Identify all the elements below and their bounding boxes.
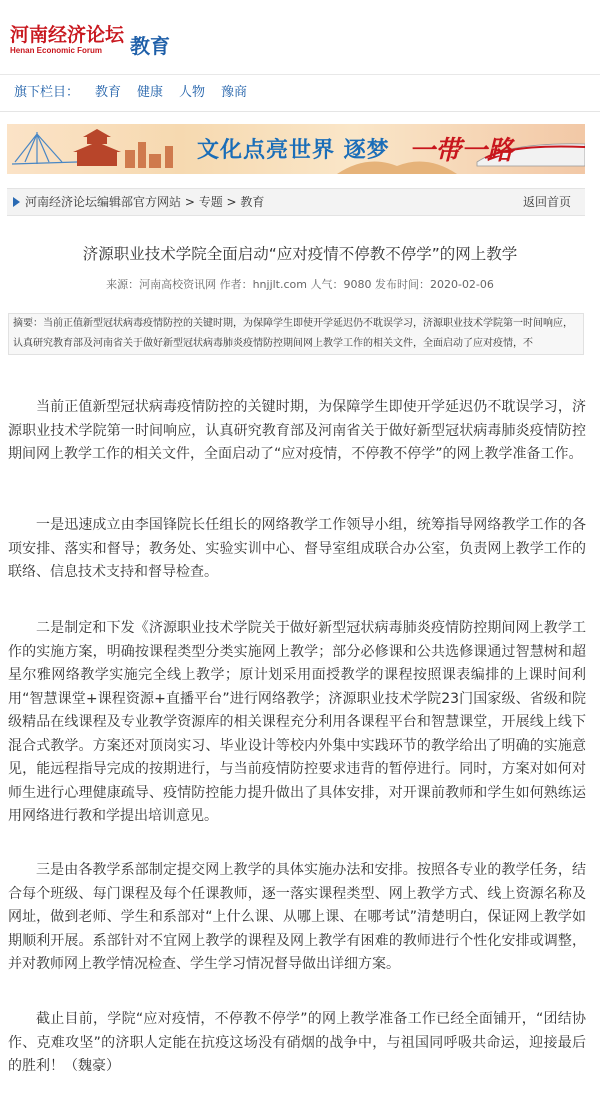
article-paragraph-3: 二是制定和下发《济源职业技术学院关于做好新型冠状病毒肺炎疫情防控期间网上教学工作的实施方案，明确按课程类型分类实施网上教学；部分必修课和公共选修课通过智慧树和超星尔雅网络教学实施完全线上教学；原计划采用面授教学的课程按照课表编排的上课时间利用“智慧课堂+课程资源+直播平台”进行网络教学；济源职业技术学院23门国家级、省级和院级精品在线课程及专业教学资源库的相关课程充分利用各课程平台和智慧课堂，开展线上线下混合式教学。方案还对顶岗实习、毕业设计等校内外集中实践环节的教学给出了明确的实施意见，能远程指导完成的按期进行，与当前疫情防控要求违背的暂停进行。同时，方案对如何对师生进行心理健康疏导、疫情防控能力提升做出了具体安排，对开课前教师和学生如何熟练运用网络进行教和学提出培训意见。 <box>8 620 586 824</box>
pagoda-illustration <box>73 129 121 166</box>
article-paragraph-1: 当前正值新型冠状病毒疫情防控的关键时期，为保障学生即使开学延迟仍不耽误学习，济源职业技术学院第一时间响应，认真研究教育部及河南省关于做好新型冠状病毒肺炎疫情防控期间网上教学工作的相关文件，全面启动了“应对疫情，不停教不停学”的网上教学准备工作。 <box>8 399 586 462</box>
site-logo[interactable] <box>10 24 125 56</box>
article-abstract: 摘要：当前正值新型冠状病毒疫情防控的关键时期，为保障学生即使开学延迟仍不耽误学习，济源职业技术学院第一时间响应，认真研究教育部及河南省关于做好新型冠状病毒肺炎疫情防控期间网上教学工作的相关文件，全面启动了应对疫情，不 <box>8 313 584 355</box>
article-paragraph-5: 截止目前，学院“应对疫情，不停教不停学”的网上教学准备工作已经全面铺开，“团结协作、克难攻坚”的济职人定能在抗疫这场没有硝烟的战争中，与祖国同呼吸共命运，迎接最后的胜利！（魏豪） <box>8 1011 586 1074</box>
logo-en: Henan Economic Forum <box>10 46 103 55</box>
banner-image[interactable] <box>7 124 585 174</box>
breadcrumb-trail <box>25 189 264 215</box>
arrow-icon <box>13 197 20 207</box>
banner-slogan: 文化点亮世界 逐梦 <box>197 138 390 163</box>
breadcrumb-separator: > <box>222 195 241 209</box>
city-skyline <box>125 142 173 168</box>
breadcrumb-home[interactable]: 河南经济论坛编辑部官方网站 <box>25 195 182 209</box>
subnav-item-health[interactable]: 健康 <box>137 85 164 100</box>
article-paragraph-2: 一是迅速成立由李国锋院长任组长的网络教学工作领导小组，统筹指导网络教学工作的各项安排、落实和督导；教务处、实验实训中心、督导室组成联合办公室，负责网上教学工作的联络、信息技术支持和督导检查。 <box>8 517 586 580</box>
article-meta: 来源：河南高校资讯网 作者：hnjjlt.com 人气：9080 发布时间：2020-02-06 <box>106 278 494 291</box>
breadcrumb <box>7 188 585 216</box>
banner-belt-road: 一带一路 <box>409 136 514 166</box>
breadcrumb-separator: > <box>181 195 199 209</box>
subnav-item-yushang[interactable]: 豫商 <box>221 85 248 100</box>
breadcrumb-education[interactable]: 教育 <box>240 195 265 209</box>
section-title[interactable]: 教育 <box>130 34 170 58</box>
subnav-label: 旗下栏目： <box>14 85 80 100</box>
breadcrumb-topics[interactable]: 专题 <box>198 195 223 209</box>
subnav-item-people[interactable]: 人物 <box>179 85 206 100</box>
site-header <box>0 0 600 75</box>
bridge-illustration <box>12 132 77 164</box>
subnav <box>0 75 600 112</box>
logo-cn: 河南经济论坛 <box>10 24 125 46</box>
article-title: 济源职业技术学院全面启动“应对疫情不停教不停学”的网上教学 <box>82 245 518 263</box>
subnav-item-education[interactable]: 教育 <box>95 85 122 100</box>
article-paragraph-4: 三是由各教学系部制定提交网上教学的具体实施办法和安排。按照各专业的教学任务，结合每个班级、每门课程及每个任课教师，逐一落实课程类型、网上教学方式、线上资源名称及网址，做到老师、学生和系部对“上什么课、从哪上课、在哪考试”清楚明白，保证网上教学如期顺利开展。系部针对不宜网上教学的课程及网上教学有困难的教师进行个性化安排或调整，并对教师网上教学情况检查、学生学习情况督导做出详细方案。 <box>8 862 586 972</box>
back-home-link[interactable]: 返回首页 <box>522 195 571 209</box>
